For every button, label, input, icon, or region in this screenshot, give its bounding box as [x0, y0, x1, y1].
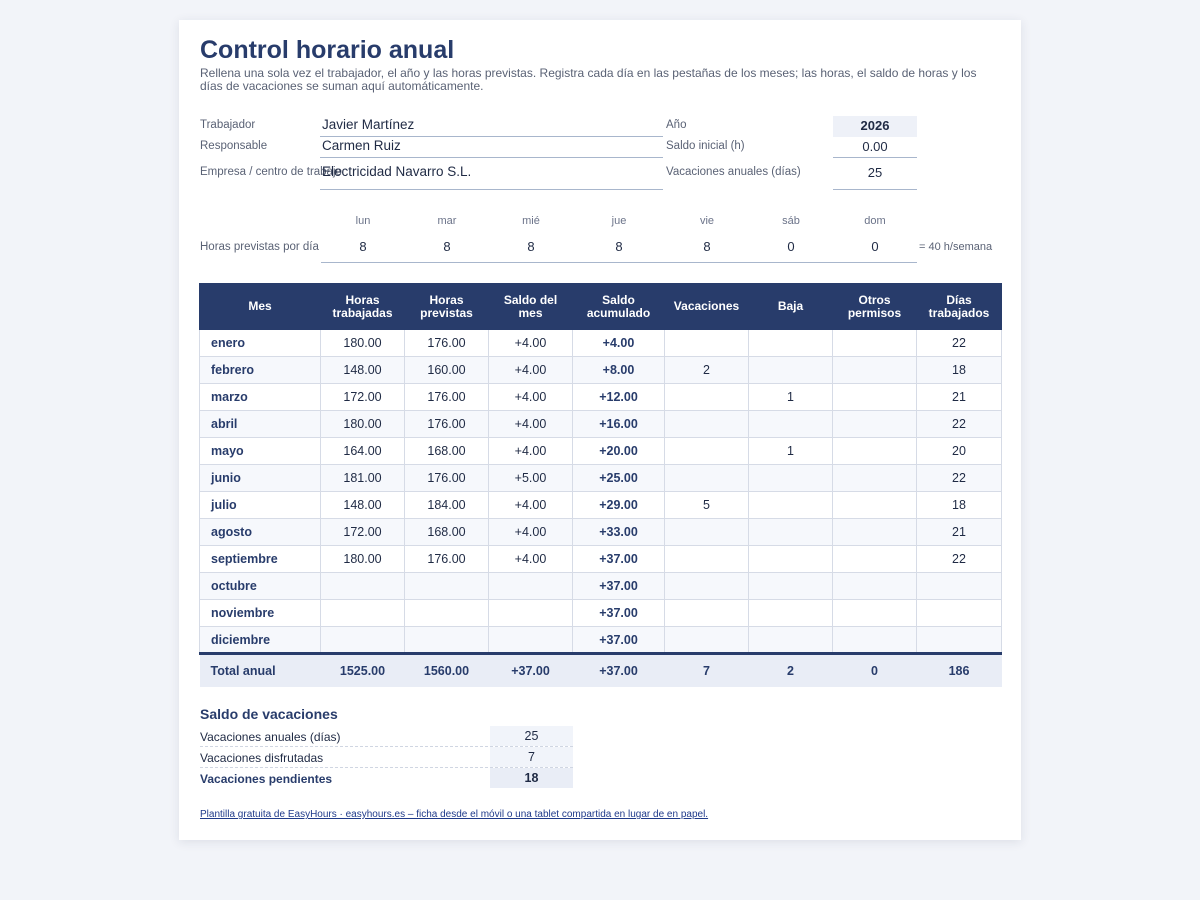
table-cell [833, 357, 917, 384]
table-cell: 148.00 [321, 492, 405, 519]
table-cell: +5.00 [489, 465, 573, 492]
table-cell: 1 [749, 438, 833, 465]
vacaciones-anuales-underline [833, 189, 917, 190]
table-row [200, 438, 1002, 465]
column-header: Mes [200, 284, 321, 330]
saldo-inicial-label: Saldo inicial (h) [666, 140, 745, 152]
weekly-total-note: = 40 h/semana [919, 241, 993, 253]
vacation-row-value: 18 [490, 768, 573, 788]
day-label-dom: dom [864, 215, 886, 227]
table-row [200, 330, 1002, 357]
total-cell: +37.00 [573, 654, 665, 687]
table-cell [833, 384, 917, 411]
column-header: Días trabajados [917, 284, 1002, 330]
table-cell [665, 438, 749, 465]
table-row [200, 519, 1002, 546]
table-cell [749, 519, 833, 546]
table-cell [665, 546, 749, 573]
table-cell [321, 600, 405, 627]
table-cell: +4.00 [573, 330, 665, 357]
table-cell: +25.00 [573, 465, 665, 492]
month-cell: junio [200, 465, 321, 492]
responsable-underline [320, 157, 663, 158]
table-cell: 176.00 [405, 384, 489, 411]
month-cell: mayo [200, 438, 321, 465]
vacaciones-anuales-label: Vacaciones anuales (días) [666, 166, 801, 178]
table-cell: +4.00 [489, 438, 573, 465]
month-cell: marzo [200, 384, 321, 411]
table-cell [917, 573, 1002, 600]
table-cell: +12.00 [573, 384, 665, 411]
table-cell: 172.00 [321, 384, 405, 411]
total-cell: 7 [665, 654, 749, 687]
page-title: Control horario anual [200, 36, 455, 64]
trabajador-label: Trabajador [200, 119, 256, 131]
table-cell: 22 [917, 330, 1002, 357]
vacaciones-anuales-field[interactable]: 25 [867, 165, 883, 180]
table-cell [833, 465, 917, 492]
table-cell: 180.00 [321, 411, 405, 438]
table-cell [833, 330, 917, 357]
day-label-lun: lun [355, 215, 371, 227]
table-cell: +4.00 [489, 357, 573, 384]
table-cell: 184.00 [405, 492, 489, 519]
schedule-underline [321, 262, 917, 263]
column-header: Saldo acumulado [573, 284, 665, 330]
table-cell: 168.00 [405, 519, 489, 546]
table-cell: +29.00 [573, 492, 665, 519]
table-cell [833, 546, 917, 573]
hours-input-jue[interactable]: 8 [615, 239, 623, 254]
hours-input-mar[interactable]: 8 [443, 239, 451, 254]
table-cell: 180.00 [321, 546, 405, 573]
vacation-row-value: 7 [490, 747, 573, 767]
month-cell: diciembre [200, 627, 321, 654]
table-cell [749, 600, 833, 627]
day-label-jue: jue [611, 215, 627, 227]
table-cell: 18 [917, 357, 1002, 384]
table-cell: 22 [917, 465, 1002, 492]
total-cell: 1560.00 [405, 654, 489, 687]
table-cell [405, 627, 489, 654]
table-cell [665, 330, 749, 357]
table-cell: 1 [749, 384, 833, 411]
table-row [200, 627, 1002, 654]
footer-link[interactable]: Plantilla gratuita de EasyHours · easyhours.es – ficha desde el móvil o una tablet compartida en lugar de en papel. [200, 809, 709, 820]
table-cell: 21 [917, 384, 1002, 411]
table-cell [405, 600, 489, 627]
responsable-field[interactable]: Carmen Ruiz [322, 138, 401, 153]
table-cell: +37.00 [573, 546, 665, 573]
month-cell: septiembre [200, 546, 321, 573]
total-cell: 1525.00 [321, 654, 405, 687]
month-cell: agosto [200, 519, 321, 546]
table-cell [917, 600, 1002, 627]
table-cell: 176.00 [405, 330, 489, 357]
table-cell: 176.00 [405, 465, 489, 492]
table-cell [749, 546, 833, 573]
total-cell: 186 [917, 654, 1002, 687]
vacation-row-pending [200, 768, 573, 789]
table-row [200, 411, 1002, 438]
table-cell [321, 627, 405, 654]
table-cell [489, 573, 573, 600]
table-cell [749, 627, 833, 654]
total-cell: 0 [833, 654, 917, 687]
table-row [200, 573, 1002, 600]
table-cell [749, 465, 833, 492]
month-cell: febrero [200, 357, 321, 384]
table-header-row [200, 284, 1002, 330]
table-cell: 168.00 [405, 438, 489, 465]
table-cell: 22 [917, 546, 1002, 573]
table-cell: +4.00 [489, 330, 573, 357]
table-cell [833, 519, 917, 546]
hours-input-vie[interactable]: 8 [703, 239, 711, 254]
table-cell: +4.00 [489, 492, 573, 519]
responsable-label: Responsable [200, 140, 268, 152]
hours-input-dom[interactable]: 0 [871, 239, 879, 254]
total-cell: +37.00 [489, 654, 573, 687]
table-cell: +4.00 [489, 384, 573, 411]
table-cell [321, 573, 405, 600]
table-cell [665, 600, 749, 627]
table-cell: +37.00 [573, 600, 665, 627]
table-cell: +20.00 [573, 438, 665, 465]
table-cell [665, 384, 749, 411]
saldo-inicial-field[interactable]: 0.00 [862, 139, 888, 154]
vacation-row-value: 25 [490, 726, 573, 746]
table-cell [833, 573, 917, 600]
table-cell [833, 411, 917, 438]
horas-previstas-label: Horas previstas por día [200, 241, 319, 253]
table-cell: +16.00 [573, 411, 665, 438]
day-label-sab: sáb [782, 215, 800, 227]
column-header: Otros permisos [833, 284, 917, 330]
month-cell: abril [200, 411, 321, 438]
table-row [200, 465, 1002, 492]
empresa-field[interactable]: Electricidad Navarro S.L. [322, 164, 472, 179]
hours-input-lun[interactable]: 8 [359, 239, 367, 254]
table-cell: 18 [917, 492, 1002, 519]
table-cell [749, 492, 833, 519]
vacation-row-label: Vacaciones anuales (días) [200, 730, 341, 744]
table-row [200, 357, 1002, 384]
month-cell: julio [200, 492, 321, 519]
table-cell [665, 465, 749, 492]
page-description: Rellena una sola vez el trabajador, el año y las horas previstas. Registra cada día en las pestañas de los meses; las horas, el saldo de horas y los días de vacaciones se suman aquí automáticamente. [200, 66, 977, 93]
day-label-mie: mié [522, 215, 540, 227]
month-cell: noviembre [200, 600, 321, 627]
table-cell [749, 357, 833, 384]
table-cell [665, 411, 749, 438]
table-cell [917, 627, 1002, 654]
table-cell: 21 [917, 519, 1002, 546]
anio-field[interactable]: 2026 [833, 116, 917, 137]
table-cell: 164.00 [321, 438, 405, 465]
monthly-summary-table [199, 283, 1002, 687]
table-cell: 160.00 [405, 357, 489, 384]
table-row [200, 384, 1002, 411]
month-cell: enero [200, 330, 321, 357]
vacation-row [200, 747, 573, 768]
table-cell [665, 627, 749, 654]
table-cell: 148.00 [321, 357, 405, 384]
column-header: Vacaciones [665, 284, 749, 330]
table-cell: +8.00 [573, 357, 665, 384]
table-cell [749, 411, 833, 438]
table-cell: +4.00 [489, 411, 573, 438]
column-header: Horas trabajadas [321, 284, 405, 330]
table-row [200, 600, 1002, 627]
column-header: Baja [749, 284, 833, 330]
table-cell: 22 [917, 411, 1002, 438]
saldo-inicial-underline [833, 157, 917, 158]
trabajador-field[interactable]: Javier Martínez [322, 117, 415, 132]
table-cell [833, 492, 917, 519]
total-cell: 2 [749, 654, 833, 687]
day-label-vie: vie [699, 215, 715, 227]
column-header: Horas previstas [405, 284, 489, 330]
vacation-row [200, 726, 573, 747]
table-cell: 180.00 [321, 330, 405, 357]
total-row [200, 654, 1002, 687]
vacation-summary-title: Saldo de vacaciones [200, 706, 338, 722]
table-cell: +33.00 [573, 519, 665, 546]
table-cell [833, 600, 917, 627]
table-cell [749, 573, 833, 600]
column-header: Saldo del mes [489, 284, 573, 330]
table-cell: 176.00 [405, 411, 489, 438]
empresa-underline [320, 189, 663, 190]
table-cell: 5 [665, 492, 749, 519]
table-cell [665, 573, 749, 600]
month-cell: octubre [200, 573, 321, 600]
table-cell [405, 573, 489, 600]
anio-label: Año [666, 119, 687, 131]
day-label-mar: mar [437, 215, 457, 227]
table-cell [489, 600, 573, 627]
empresa-label: Empresa / centro de trabajo [200, 166, 342, 178]
table-cell: 172.00 [321, 519, 405, 546]
hours-input-mie[interactable]: 8 [527, 239, 535, 254]
trabajador-underline [320, 136, 663, 137]
table-cell: +4.00 [489, 519, 573, 546]
table-cell: +37.00 [573, 573, 665, 600]
table-cell [665, 519, 749, 546]
table-cell: 20 [917, 438, 1002, 465]
table-row [200, 492, 1002, 519]
table-cell [833, 438, 917, 465]
total-label: Total anual [200, 654, 321, 687]
table-cell: 181.00 [321, 465, 405, 492]
table-cell [489, 627, 573, 654]
vacation-row-label: Vacaciones pendientes [200, 772, 333, 786]
vacation-row-label: Vacaciones disfrutadas [200, 751, 324, 765]
table-cell [749, 330, 833, 357]
table-row [200, 546, 1002, 573]
timesheet-sheet [179, 20, 1021, 840]
table-cell: +4.00 [489, 546, 573, 573]
table-cell [833, 627, 917, 654]
table-cell: 2 [665, 357, 749, 384]
hours-input-sab[interactable]: 0 [787, 239, 795, 254]
table-cell: +37.00 [573, 627, 665, 654]
table-cell: 176.00 [405, 546, 489, 573]
